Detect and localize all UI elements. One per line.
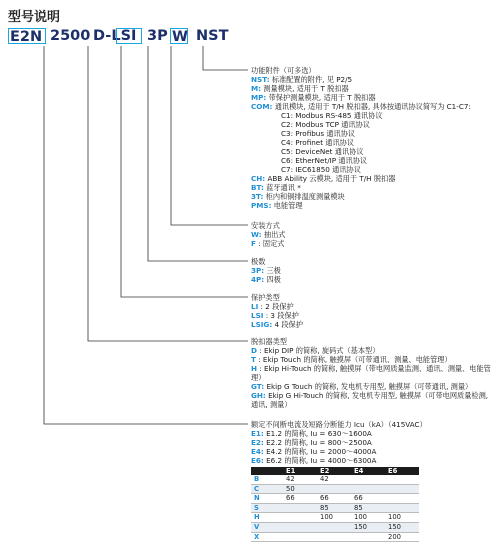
icu-table-header-row [251, 467, 419, 475]
accessories-title: 功能附件（可多选） [251, 66, 316, 75]
code-accessory: NST [196, 28, 229, 44]
table-cell: 100 [385, 513, 419, 523]
table-cell [351, 532, 385, 542]
table-cell: 42 [317, 475, 351, 484]
protocol-line: C2: Modbus TCP 通讯协议 [281, 120, 370, 129]
section-accessories [251, 66, 496, 210]
table-row [251, 475, 419, 484]
section-poles [251, 257, 496, 284]
code-poles: 3P [147, 28, 168, 44]
section-protection [251, 293, 496, 329]
table-cell: C [251, 484, 283, 494]
table-cell: 150 [385, 522, 419, 532]
table-cell [283, 513, 317, 523]
icu-header-cell [251, 467, 283, 475]
table-cell: 100 [317, 513, 351, 523]
table-cell [283, 532, 317, 542]
rating-line: E1: E1.2 的简称, Iu = 630～1600A [251, 429, 372, 438]
trip-unit-title: 脱扣器类型 [251, 337, 287, 346]
section-mounting [251, 221, 496, 248]
section-trip-unit [251, 337, 496, 409]
poles-title: 极数 [251, 257, 266, 266]
leader-poles [148, 46, 248, 261]
rating-line: E6: E6.2 的简称, Iu = 4000～6300A [251, 456, 377, 465]
table-cell: S [251, 503, 283, 513]
protocol-line: C7: IEC61850 通讯协议 [281, 165, 361, 174]
trip-unit-line: T : Ekip Touch 的简称, 触摸屏（可带通讯、测量、电能管理） [251, 355, 452, 364]
table-cell [385, 475, 419, 484]
code-frame: E2N [8, 28, 46, 44]
icu-table [251, 467, 419, 542]
accessory-line: BT: 蓝牙通讯 * [251, 183, 301, 192]
code-version: W [172, 29, 188, 45]
table-row [251, 532, 419, 542]
table-cell: X [251, 532, 283, 542]
table-cell: 85 [351, 503, 385, 513]
table-cell: 100 [351, 513, 385, 523]
table-row [251, 503, 419, 513]
trip-unit-line: GH: Ekip G Hi-Touch 的简称, 发电机专用型, 触摸屏（可带电网质量检测, 通讯, 测量） [251, 391, 489, 409]
trip-unit-line: D : Ekip DIP 的简称, 旋码式（基本型） [251, 346, 380, 355]
table-cell [385, 503, 419, 513]
table-cell: 85 [317, 503, 351, 513]
protocol-line: C4: Profinet 通讯协议 [281, 138, 355, 147]
code-current: 2500 [50, 28, 91, 44]
table-row [251, 513, 419, 523]
page-title: 型号说明 [8, 10, 61, 25]
protocol-line: C3: Profibus 通讯协议 [281, 129, 356, 138]
leader-mounting [171, 46, 248, 225]
accessory-line: CH: ABB Ability 云模块, 适用于 T/H 脱扣器 [251, 174, 396, 183]
trip-unit-line: H : Ekip Hi-Touch 的简称, 触摸屏（带电网质量监测、通讯、测量、电能管理） [251, 364, 491, 382]
mounting-title: 安装方式 [251, 221, 280, 230]
table-cell: N [251, 494, 283, 504]
protocol-line: C1: Modbus RS-485 通讯协议 [281, 111, 383, 120]
protection-line: LI : 2 段保护 [251, 302, 294, 311]
accessory-line: 3T: 柜内和铜排温度测量模块 [251, 192, 345, 201]
rating-line: E2: E2.2 的简称, Iu = 800～2500A [251, 438, 372, 447]
rating-title: 额定不间断电流及短路分断能力 Icu（kA）（415VAC） [251, 420, 427, 429]
table-cell: 150 [351, 522, 385, 532]
poles-line: 3P: 三极 [251, 266, 281, 275]
accessory-line: NST: 标准配置的附件, 见 P2/5 [251, 75, 353, 84]
table-row [251, 522, 419, 532]
table-cell [317, 484, 351, 494]
rating-line: E4: E4.2 的简称, Iu = 2000～4000A [251, 447, 377, 456]
accessory-line: MP: 带保护测量模块, 适用于 T 脱扣器 [251, 93, 376, 102]
table-cell [351, 475, 385, 484]
protection-line: LSIG: 4 段保护 [251, 320, 303, 329]
section-rating [251, 420, 496, 465]
table-cell: 66 [283, 494, 317, 504]
protocol-line: C5: DeviceNet 通讯协议 [281, 147, 364, 156]
mounting-line: W: 抽出式 [251, 230, 286, 239]
accessory-line: M: 测量模块, 适用于 T 脱扣器 [251, 84, 349, 93]
table-cell [283, 522, 317, 532]
accessory-line: COM: 通讯模块, 适用于 T/H 脱扣器, 具体按通讯协议简写为 C1-C7: [251, 102, 471, 111]
code-release: D-LSI [93, 28, 137, 44]
table-cell: B [251, 475, 283, 484]
icu-header-cell: E1 [283, 467, 317, 475]
table-cell: 50 [283, 484, 317, 494]
icu-header-cell: E2 [317, 467, 351, 475]
leader-rating [44, 46, 248, 424]
icu-header-cell: E6 [385, 467, 419, 475]
protection-line: LSI : 3 段保护 [251, 311, 299, 320]
mounting-line: F : 固定式 [251, 239, 285, 248]
table-cell [351, 484, 385, 494]
table-cell [385, 494, 419, 504]
table-cell: 42 [283, 475, 317, 484]
table-row [251, 494, 419, 504]
accessory-line: PMS: 电能管理 [251, 201, 303, 210]
leader-protection [121, 46, 248, 297]
table-cell [385, 484, 419, 494]
table-row [251, 484, 419, 494]
protocol-line: C6: EtherNet/IP 通讯协议 [281, 156, 368, 165]
table-cell: V [251, 522, 283, 532]
table-cell [283, 503, 317, 513]
table-cell: 200 [385, 532, 419, 542]
trip-unit-line: GT: Ekip G Touch 的简称, 发电机专用型, 触摸屏（可带通讯, 测量） [251, 382, 473, 391]
table-cell [317, 522, 351, 532]
icu-header-cell: E4 [351, 467, 385, 475]
poles-line: 4P: 四极 [251, 275, 281, 284]
table-cell [317, 532, 351, 542]
table-cell: 66 [317, 494, 351, 504]
table-cell: H [251, 513, 283, 523]
table-cell: 66 [351, 494, 385, 504]
protection-title: 保护类型 [251, 293, 280, 302]
leader-accessory [203, 46, 248, 70]
